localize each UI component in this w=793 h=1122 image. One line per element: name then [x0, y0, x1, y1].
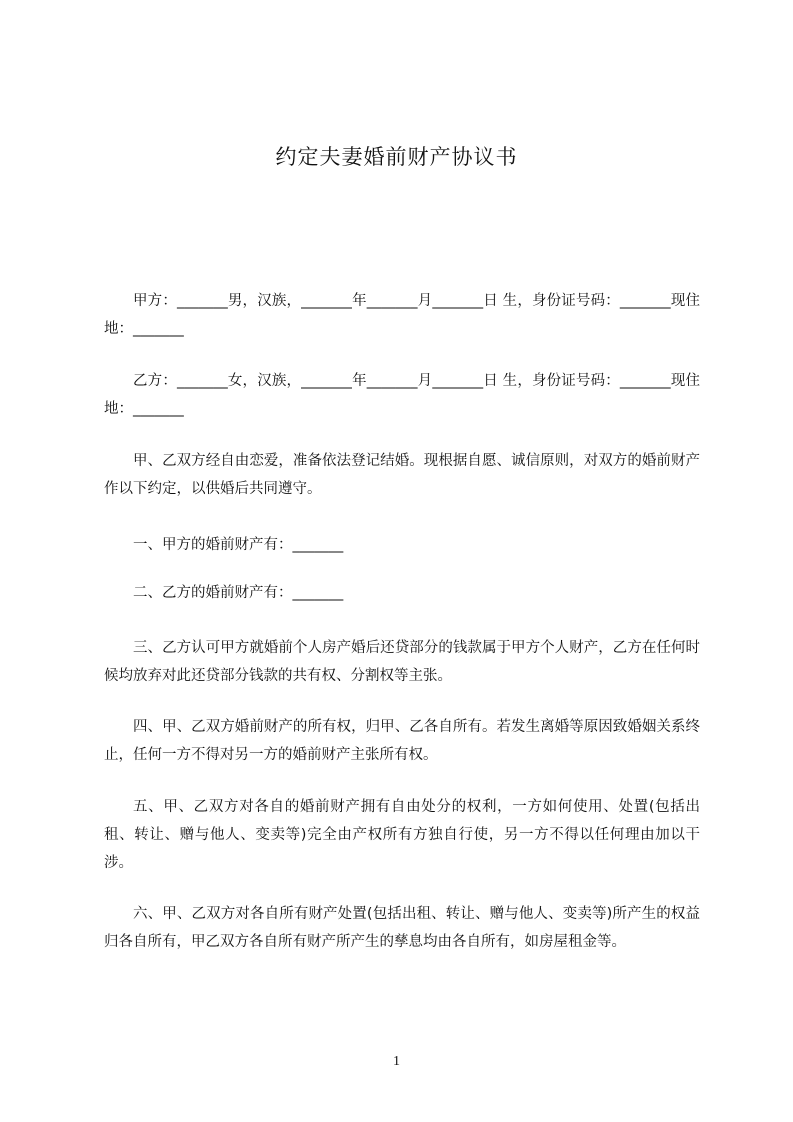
party-b-info: 乙方：_______女，汉族，_______年_______月_______日 生，身份证号码：_______现住地：_______: [104, 373, 700, 417]
document-title: 约定夫妻婚前财产协议书: [275, 145, 518, 169]
clause-2: 二、乙方的婚前财产有：_______: [133, 585, 344, 601]
clause-6: 六、甲、乙双方对各自所有财产处置(包括出租、转让、赠与他人、变卖等)所产生的权益归各自所有，甲乙双方各自所有财产所产生的孳息均由各自所有，如房屋租金等。: [104, 906, 700, 950]
page-number: 1: [393, 1054, 400, 1069]
clause-1: 一、甲方的婚前财产有：_______: [133, 537, 344, 553]
intro-paragraph: 甲、乙双方经自由恋爱，准备依法登记结婚。现根据自愿、诚信原则，对双方的婚前财产作以下约定，以供婚后共同遵守。: [104, 453, 700, 497]
clause-3: 三、乙方认可甲方就婚前个人房产婚后还贷部分的钱款属于甲方个人财产，乙方在任何时候均放弃对此还贷部分钱款的共有权、分割权等主张。: [104, 640, 700, 684]
party-a-info: 甲方：_______男，汉族，_______年_______月_______日 生，身份证号码：_______现住地：_______: [104, 293, 700, 337]
clause-5: 五、甲、乙双方对各自的婚前财产拥有自由处分的权利，一方如何使用、处置(包括出租、转让、赠与他人、变卖等)完全由产权所有方独自行使，另一方不得以任何理由加以干涉。: [104, 799, 700, 871]
clause-4: 四、甲、乙双方婚前财产的所有权，归甲、乙各自所有。若发生离婚等原因致婚姻关系终止，任何一方不得对另一方的婚前财产主张所有权。: [104, 719, 700, 763]
